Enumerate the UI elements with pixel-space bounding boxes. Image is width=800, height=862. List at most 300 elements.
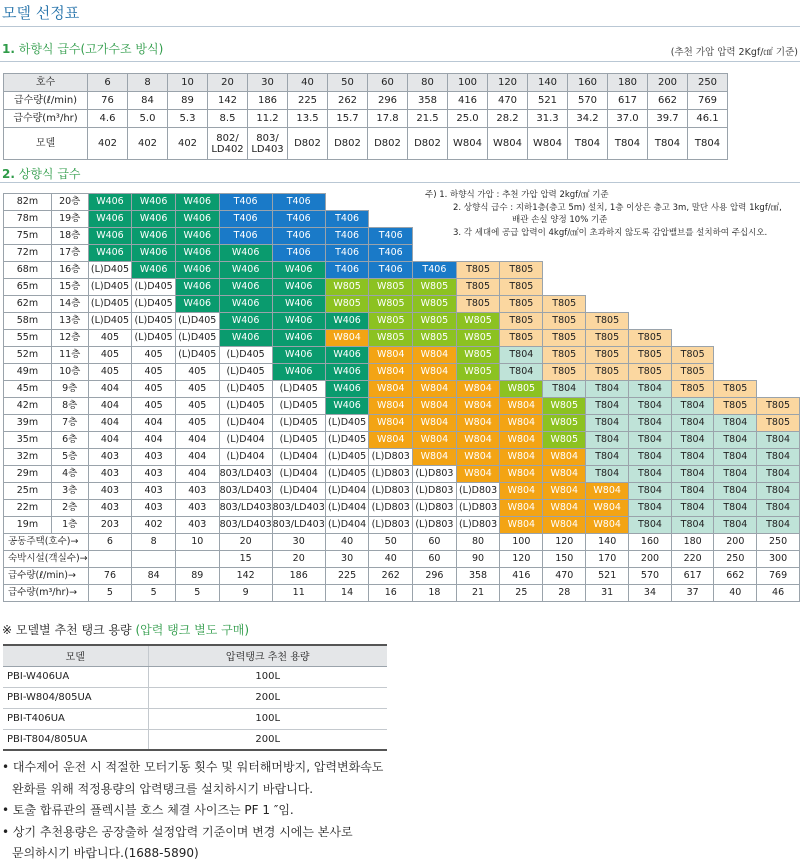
model-cell: (L)D405 bbox=[219, 364, 272, 381]
table-row bbox=[4, 313, 800, 330]
row-label: 급수량(ℓ/min) bbox=[4, 92, 88, 110]
footer-cell: 10 bbox=[175, 534, 219, 551]
model-cell: W406 bbox=[88, 211, 132, 228]
floor-cell: 14층 bbox=[51, 296, 88, 313]
section1-title-text: 하향식 급수(고가수조 방식) bbox=[18, 42, 164, 56]
table-cell: 60 bbox=[368, 74, 408, 92]
model-cell: W406 bbox=[132, 262, 176, 279]
section1-number: 1. bbox=[2, 42, 15, 56]
footer-cell: 225 bbox=[325, 568, 369, 585]
table-cell: 402 bbox=[88, 128, 128, 160]
model-cell: W804 bbox=[500, 517, 543, 534]
model-cell: T406 bbox=[272, 245, 325, 262]
footer-cell: 180 bbox=[671, 534, 714, 551]
table-cell: 34.2 bbox=[568, 110, 608, 128]
empty-cell bbox=[671, 313, 714, 330]
table-row bbox=[4, 347, 800, 364]
model-cell: T804 bbox=[629, 432, 672, 449]
table-cell: 402 bbox=[128, 128, 168, 160]
footer-label: 급수량(ℓ/min)→ bbox=[4, 568, 89, 585]
model-cell: (L)D803 bbox=[369, 466, 413, 483]
model-cell: W805 bbox=[413, 296, 457, 313]
table-cell: 100 bbox=[448, 74, 488, 92]
empty-cell bbox=[671, 296, 714, 313]
model-cell: W805 bbox=[325, 279, 369, 296]
model-cell: T804 bbox=[757, 500, 800, 517]
height-cell: 78m bbox=[4, 211, 52, 228]
model-cell: 803/LD403 bbox=[219, 500, 272, 517]
table-cell: 470 bbox=[488, 92, 528, 110]
table-cell: 25.0 bbox=[448, 110, 488, 128]
model-cell: 405 bbox=[88, 364, 132, 381]
model-cell: (L)D404 bbox=[272, 466, 325, 483]
model-cell: T805 bbox=[456, 296, 500, 313]
model-cell: W406 bbox=[175, 245, 219, 262]
table-cell: 21.5 bbox=[408, 110, 448, 128]
model-cell: T804 bbox=[586, 432, 629, 449]
bullet-line: • 토출 합류관의 플렉시블 호스 체결 사이즈는 PF 1 ″임. bbox=[2, 803, 294, 817]
model-cell: (L)D803 bbox=[413, 483, 457, 500]
model-cell: T804 bbox=[714, 466, 757, 483]
model-cell: T804 bbox=[500, 347, 543, 364]
model-cell: T406 bbox=[325, 228, 369, 245]
empty-cell bbox=[757, 381, 800, 398]
model-cell: W406 bbox=[272, 330, 325, 347]
footer-cell: 220 bbox=[671, 551, 714, 568]
table-row bbox=[3, 729, 387, 750]
table-row bbox=[4, 128, 728, 160]
model-cell: 405 bbox=[175, 381, 219, 398]
footer-cell: 120 bbox=[500, 551, 543, 568]
floor-cell: 3층 bbox=[51, 483, 88, 500]
model-cell: W804 bbox=[500, 483, 543, 500]
model-cell: 405 bbox=[132, 364, 176, 381]
table-row bbox=[4, 364, 800, 381]
floor-cell: 11층 bbox=[51, 347, 88, 364]
model-cell: T805 bbox=[671, 364, 714, 381]
header-model: 모델 bbox=[3, 645, 148, 666]
empty-cell bbox=[671, 245, 714, 262]
height-cell: 58m bbox=[4, 313, 52, 330]
model-cell: PBI-T406UA bbox=[3, 708, 148, 729]
model-cell: 403 bbox=[88, 449, 132, 466]
height-cell: 72m bbox=[4, 245, 52, 262]
model-cell: T406 bbox=[369, 245, 413, 262]
model-cell: (L)D803 bbox=[413, 500, 457, 517]
model-cell: (L)D405 bbox=[272, 415, 325, 432]
model-cell: T804 bbox=[671, 483, 714, 500]
footer-cell: 662 bbox=[714, 568, 757, 585]
footer-cell: 5 bbox=[88, 585, 132, 602]
model-cell: T804 bbox=[757, 466, 800, 483]
model-cell: W406 bbox=[272, 279, 325, 296]
footer-cell: 142 bbox=[219, 568, 272, 585]
footer-cell: 90 bbox=[456, 551, 500, 568]
model-cell: W406 bbox=[88, 228, 132, 245]
model-cell: T804 bbox=[671, 500, 714, 517]
table-cell: W804 bbox=[448, 128, 488, 160]
footer-cell: 170 bbox=[586, 551, 629, 568]
note-line: 2. 상향식 급수 : 지하1층(층고 5m) 설치, 1층 이상은 층고 3m, 말단 사용 압력 1kgf/㎠, bbox=[453, 202, 782, 213]
model-cell: T804 bbox=[586, 398, 629, 415]
table-cell: 802/ LD402 bbox=[208, 128, 248, 160]
model-cell: W406 bbox=[132, 228, 176, 245]
table-cell: 140 bbox=[528, 74, 568, 92]
model-cell: W805 bbox=[325, 296, 369, 313]
footer-row bbox=[4, 585, 800, 602]
table-row bbox=[4, 262, 800, 279]
table-row bbox=[4, 517, 800, 534]
model-cell: W406 bbox=[175, 194, 219, 211]
model-cell: W805 bbox=[369, 330, 413, 347]
table-row bbox=[4, 296, 800, 313]
model-cell: W406 bbox=[219, 245, 272, 262]
footer-cell: 8 bbox=[132, 534, 176, 551]
empty-cell bbox=[586, 279, 629, 296]
model-cell: W406 bbox=[88, 245, 132, 262]
upward-supply-table bbox=[3, 193, 800, 602]
footer-cell: 40 bbox=[369, 551, 413, 568]
height-cell: 19m bbox=[4, 517, 52, 534]
table-cell: 120 bbox=[488, 74, 528, 92]
empty-cell bbox=[714, 245, 757, 262]
empty-cell bbox=[714, 313, 757, 330]
model-cell: (L)D803 bbox=[369, 517, 413, 534]
model-cell: W406 bbox=[325, 364, 369, 381]
height-cell: 55m bbox=[4, 330, 52, 347]
table-cell: 803/ LD403 bbox=[248, 128, 288, 160]
model-cell: W804 bbox=[456, 398, 500, 415]
model-cell: T804 bbox=[629, 415, 672, 432]
table-cell: 37.0 bbox=[608, 110, 648, 128]
footer-cell: 617 bbox=[671, 568, 714, 585]
height-cell: 32m bbox=[4, 449, 52, 466]
model-cell: (L)D803 bbox=[413, 466, 457, 483]
model-cell: W804 bbox=[543, 517, 586, 534]
model-cell: 404 bbox=[132, 415, 176, 432]
empty-cell bbox=[543, 245, 586, 262]
model-cell: W804 bbox=[369, 415, 413, 432]
bullet-line: • 상기 추천용량은 공장출하 설정압력 기준이며 변경 시에는 본사로 bbox=[2, 824, 353, 839]
model-cell: T804 bbox=[757, 483, 800, 500]
model-cell: W804 bbox=[543, 449, 586, 466]
model-cell: (L)D404 bbox=[219, 415, 272, 432]
model-cell: W804 bbox=[456, 432, 500, 449]
floor-cell: 1층 bbox=[51, 517, 88, 534]
height-cell: 22m bbox=[4, 500, 52, 517]
footer-cell: 14 bbox=[325, 585, 369, 602]
capacity-cell: 200L bbox=[148, 729, 387, 750]
floor-cell: 13층 bbox=[51, 313, 88, 330]
floor-cell: 17층 bbox=[51, 245, 88, 262]
model-cell: W804 bbox=[413, 364, 457, 381]
note-line: 주) 1. 하향식 가압 : 추천 가압 압력 2kgf/㎠ 기준 bbox=[425, 190, 609, 200]
model-cell: W804 bbox=[586, 517, 629, 534]
table-cell: 4.6 bbox=[88, 110, 128, 128]
empty-cell bbox=[543, 279, 586, 296]
model-cell: T804 bbox=[629, 483, 672, 500]
section2-divider bbox=[0, 182, 800, 183]
footer-cell: 200 bbox=[714, 534, 757, 551]
model-cell: (L)D405 bbox=[88, 279, 132, 296]
model-cell: T805 bbox=[543, 313, 586, 330]
model-cell: W406 bbox=[325, 381, 369, 398]
model-cell: W804 bbox=[500, 466, 543, 483]
model-cell: W406 bbox=[132, 245, 176, 262]
model-cell: T804 bbox=[629, 381, 672, 398]
model-cell: 405 bbox=[132, 381, 176, 398]
empty-cell bbox=[757, 347, 800, 364]
empty-cell bbox=[629, 313, 672, 330]
model-cell: W804 bbox=[500, 398, 543, 415]
model-cell: T406 bbox=[325, 211, 369, 228]
empty-cell bbox=[714, 279, 757, 296]
footer-cell: 262 bbox=[369, 568, 413, 585]
footer-cell: 50 bbox=[369, 534, 413, 551]
section1-divider bbox=[0, 61, 800, 62]
page-title: 모델 선정표 bbox=[2, 4, 80, 22]
model-cell: 403 bbox=[88, 483, 132, 500]
footer-cell: 150 bbox=[543, 551, 586, 568]
model-cell: (L)D405 bbox=[325, 466, 369, 483]
table-cell: 30 bbox=[248, 74, 288, 92]
title-divider bbox=[0, 26, 800, 27]
model-cell: (L)D803 bbox=[369, 483, 413, 500]
model-cell: W804 bbox=[369, 432, 413, 449]
footer-cell: 120 bbox=[543, 534, 586, 551]
table-row bbox=[4, 279, 800, 296]
model-cell: T406 bbox=[219, 194, 272, 211]
model-cell: 403 bbox=[132, 449, 176, 466]
footer-cell: 416 bbox=[500, 568, 543, 585]
floor-cell: 20층 bbox=[51, 194, 88, 211]
table-row bbox=[4, 432, 800, 449]
footer-row bbox=[4, 534, 800, 551]
footer-cell: 30 bbox=[272, 534, 325, 551]
floor-cell: 10층 bbox=[51, 364, 88, 381]
model-cell: W805 bbox=[500, 381, 543, 398]
footer-cell: 11 bbox=[272, 585, 325, 602]
model-cell: T804 bbox=[543, 381, 586, 398]
height-cell: 75m bbox=[4, 228, 52, 245]
table-cell: D802 bbox=[368, 128, 408, 160]
footer-cell: 5 bbox=[132, 585, 176, 602]
model-cell: T406 bbox=[272, 194, 325, 211]
model-cell: (L)D404 bbox=[219, 432, 272, 449]
table-cell: 6 bbox=[88, 74, 128, 92]
model-cell: W805 bbox=[543, 398, 586, 415]
floor-cell: 16층 bbox=[51, 262, 88, 279]
table-cell: 15.7 bbox=[328, 110, 368, 128]
model-cell: T406 bbox=[369, 262, 413, 279]
footer-row bbox=[4, 568, 800, 585]
footer-row bbox=[4, 551, 800, 568]
tank-capacity-table bbox=[3, 644, 387, 751]
footer-cell: 20 bbox=[272, 551, 325, 568]
empty-cell bbox=[757, 262, 800, 279]
footer-cell: 570 bbox=[629, 568, 672, 585]
model-cell: T804 bbox=[629, 500, 672, 517]
floor-cell: 15층 bbox=[51, 279, 88, 296]
model-cell: W805 bbox=[369, 313, 413, 330]
model-cell: T804 bbox=[629, 517, 672, 534]
model-cell: W804 bbox=[586, 500, 629, 517]
model-cell: (L)D405 bbox=[325, 432, 369, 449]
table-row bbox=[4, 466, 800, 483]
model-cell: PBI-T804/805UA bbox=[3, 729, 148, 750]
model-cell: T804 bbox=[586, 415, 629, 432]
table-cell: 10 bbox=[168, 74, 208, 92]
model-cell: T804 bbox=[629, 466, 672, 483]
model-cell: (L)D803 bbox=[456, 483, 500, 500]
footer-cell: 250 bbox=[714, 551, 757, 568]
model-cell: T805 bbox=[629, 364, 672, 381]
footer-cell: 358 bbox=[456, 568, 500, 585]
model-cell: T804 bbox=[671, 415, 714, 432]
model-cell: (L)D803 bbox=[456, 517, 500, 534]
empty-cell bbox=[369, 211, 413, 228]
table-cell: 200 bbox=[648, 74, 688, 92]
floor-cell: 18층 bbox=[51, 228, 88, 245]
model-cell: (L)D404 bbox=[272, 449, 325, 466]
table-cell: T804 bbox=[608, 128, 648, 160]
model-cell: T805 bbox=[757, 415, 800, 432]
model-cell: T805 bbox=[500, 279, 543, 296]
model-cell: T805 bbox=[714, 381, 757, 398]
model-cell: 404 bbox=[175, 432, 219, 449]
table-cell: 186 bbox=[248, 92, 288, 110]
empty-cell bbox=[757, 279, 800, 296]
floor-cell: 7층 bbox=[51, 415, 88, 432]
table-cell: D802 bbox=[328, 128, 368, 160]
footer-cell: 40 bbox=[714, 585, 757, 602]
model-cell: 803/LD403 bbox=[272, 500, 325, 517]
empty-cell bbox=[543, 262, 586, 279]
model-cell: T804 bbox=[714, 500, 757, 517]
empty-cell bbox=[586, 296, 629, 313]
footer-label: 숙박시설(객실수)→ bbox=[4, 551, 89, 568]
model-cell: W805 bbox=[369, 296, 413, 313]
empty-cell bbox=[671, 262, 714, 279]
model-cell: T804 bbox=[714, 483, 757, 500]
section2-number: 2. bbox=[2, 167, 15, 181]
model-cell: W406 bbox=[272, 262, 325, 279]
bullet-line: • 대수제어 운전 시 적절한 모터기동 횟수 및 워터해머방지, 압력변화속도 bbox=[2, 760, 384, 774]
footer-cell: 40 bbox=[325, 534, 369, 551]
model-cell: T804 bbox=[714, 415, 757, 432]
model-cell: T406 bbox=[219, 228, 272, 245]
model-cell: W406 bbox=[325, 313, 369, 330]
model-cell: 404 bbox=[88, 415, 132, 432]
model-cell: T805 bbox=[671, 381, 714, 398]
model-cell: 404 bbox=[88, 398, 132, 415]
model-cell: W804 bbox=[369, 347, 413, 364]
model-cell: (L)D405 bbox=[219, 347, 272, 364]
model-cell: W805 bbox=[543, 432, 586, 449]
footer-cell bbox=[88, 551, 132, 568]
model-cell: T804 bbox=[757, 449, 800, 466]
empty-cell bbox=[671, 330, 714, 347]
table-row bbox=[4, 449, 800, 466]
model-cell: T804 bbox=[671, 466, 714, 483]
model-cell: W406 bbox=[325, 347, 369, 364]
model-cell: (L)D404 bbox=[219, 449, 272, 466]
table-cell: 416 bbox=[448, 92, 488, 110]
footer-cell: 18 bbox=[413, 585, 457, 602]
model-cell: W804 bbox=[413, 415, 457, 432]
empty-cell bbox=[757, 364, 800, 381]
model-cell: W804 bbox=[456, 466, 500, 483]
height-cell: 49m bbox=[4, 364, 52, 381]
model-cell: W804 bbox=[413, 398, 457, 415]
model-cell: (L)D405 bbox=[88, 296, 132, 313]
model-cell: T805 bbox=[543, 347, 586, 364]
model-cell: T805 bbox=[586, 330, 629, 347]
model-cell: (L)D405 bbox=[325, 415, 369, 432]
model-cell: W406 bbox=[219, 296, 272, 313]
model-cell: T805 bbox=[543, 296, 586, 313]
model-cell: (L)D405 bbox=[272, 381, 325, 398]
model-cell: T804 bbox=[757, 432, 800, 449]
model-cell: W406 bbox=[272, 347, 325, 364]
model-cell: W804 bbox=[456, 415, 500, 432]
table-row bbox=[4, 92, 728, 110]
footer-cell: 470 bbox=[543, 568, 586, 585]
table-cell: 570 bbox=[568, 92, 608, 110]
empty-cell bbox=[456, 245, 500, 262]
capacity-cell: 100L bbox=[148, 666, 387, 687]
footer-cell: 300 bbox=[757, 551, 800, 568]
model-cell: W805 bbox=[456, 313, 500, 330]
table-row bbox=[4, 110, 728, 128]
model-cell: T804 bbox=[671, 517, 714, 534]
footer-cell: 28 bbox=[543, 585, 586, 602]
footer-cell: 30 bbox=[325, 551, 369, 568]
model-cell: (L)D803 bbox=[456, 500, 500, 517]
model-cell: 403 bbox=[88, 500, 132, 517]
footer-cell: 296 bbox=[413, 568, 457, 585]
model-cell: T805 bbox=[586, 364, 629, 381]
model-cell: T805 bbox=[757, 398, 800, 415]
table-cell: 5.3 bbox=[168, 110, 208, 128]
model-cell: T804 bbox=[500, 364, 543, 381]
footer-cell: 521 bbox=[586, 568, 629, 585]
table-row bbox=[4, 330, 800, 347]
bullet-line: 문의하시기 바랍니다.(1688-5890) bbox=[12, 846, 199, 860]
footer-cell: 769 bbox=[757, 568, 800, 585]
model-cell: W406 bbox=[272, 364, 325, 381]
floor-cell: 5층 bbox=[51, 449, 88, 466]
model-cell: W805 bbox=[413, 330, 457, 347]
table-row bbox=[4, 415, 800, 432]
model-cell: W805 bbox=[456, 347, 500, 364]
model-cell: T804 bbox=[714, 449, 757, 466]
capacity-cell: 100L bbox=[148, 708, 387, 729]
table-cell: 89 bbox=[168, 92, 208, 110]
model-cell: 403 bbox=[88, 466, 132, 483]
model-cell: 404 bbox=[175, 449, 219, 466]
table-cell: T804 bbox=[688, 128, 728, 160]
model-cell: T804 bbox=[586, 381, 629, 398]
floor-cell: 9층 bbox=[51, 381, 88, 398]
model-cell: T805 bbox=[500, 296, 543, 313]
model-cell: T804 bbox=[757, 517, 800, 534]
model-cell: W804 bbox=[413, 381, 457, 398]
table-cell: D802 bbox=[408, 128, 448, 160]
model-cell: T805 bbox=[543, 364, 586, 381]
model-cell: W406 bbox=[175, 296, 219, 313]
model-cell: W804 bbox=[456, 381, 500, 398]
